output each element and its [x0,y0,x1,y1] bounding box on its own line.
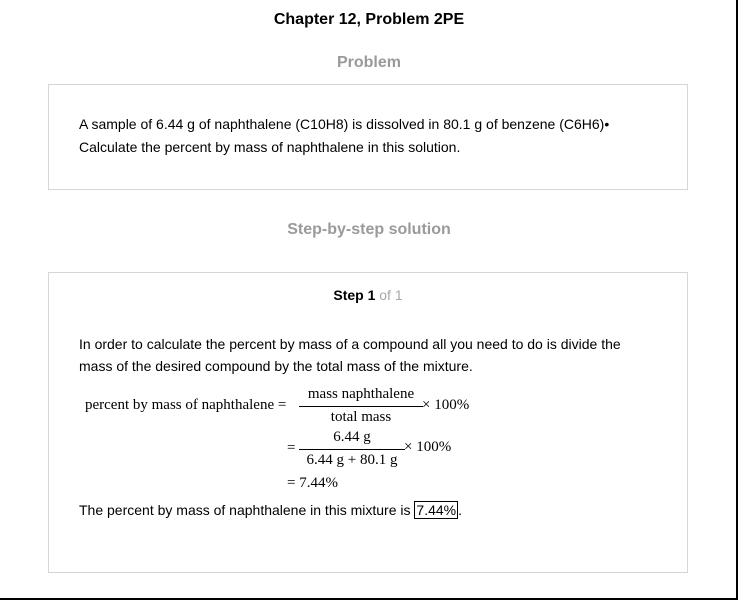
step-label [49,287,687,303]
equation-lhs: percent by mass of naphthalene = [85,397,287,413]
fraction-2-denominator: 6.44 g + 80.1 g [306,452,398,468]
equation-result: = 7.44% [287,475,338,491]
fraction-1-denominator: total mass [330,409,392,425]
page-title: Chapter 12, Problem 2PE [273,11,465,28]
problem-box [48,84,688,190]
final-answer: 7.44% [416,502,457,518]
solution-conclusion [79,499,649,521]
step-number: Step 1 [333,287,376,303]
equation-equals-2: = [287,440,296,456]
solution-intro [79,333,649,377]
problem-statement [79,113,639,159]
solution-box [48,272,688,573]
step-total: of 1 [379,287,403,303]
conclusion-text: The percent by mass of naphthalene in this mixture is [79,502,411,518]
fraction-2-bar [299,449,405,450]
equation-multiplier-2: × 100% [404,439,452,455]
fraction-2-numerator: 6.44 g [333,429,371,445]
fraction-1-numerator: mass naphthalene [307,386,415,402]
conclusion-period: . [458,502,462,518]
solution-intro-line-2: mass of the desired compound by the total mass of the mixture. [79,358,473,374]
problem-line-2: Calculate the percent by mass of naphthalene in this solution. [79,139,461,155]
problem-line-1: A sample of 6.44 g of naphthalene (C10H8) is dissolved in 80.1 g of benzene (C6H6)• [79,116,610,132]
solution-intro-line-1: In order to calculate the percent by mass of a compound all you need to do is divide the [79,336,621,352]
solution-heading: Step-by-step solution [287,221,451,238]
fraction-1-bar [299,406,423,407]
equation-multiplier-1: × 100% [422,397,470,413]
problem-heading: Problem [336,54,401,71]
